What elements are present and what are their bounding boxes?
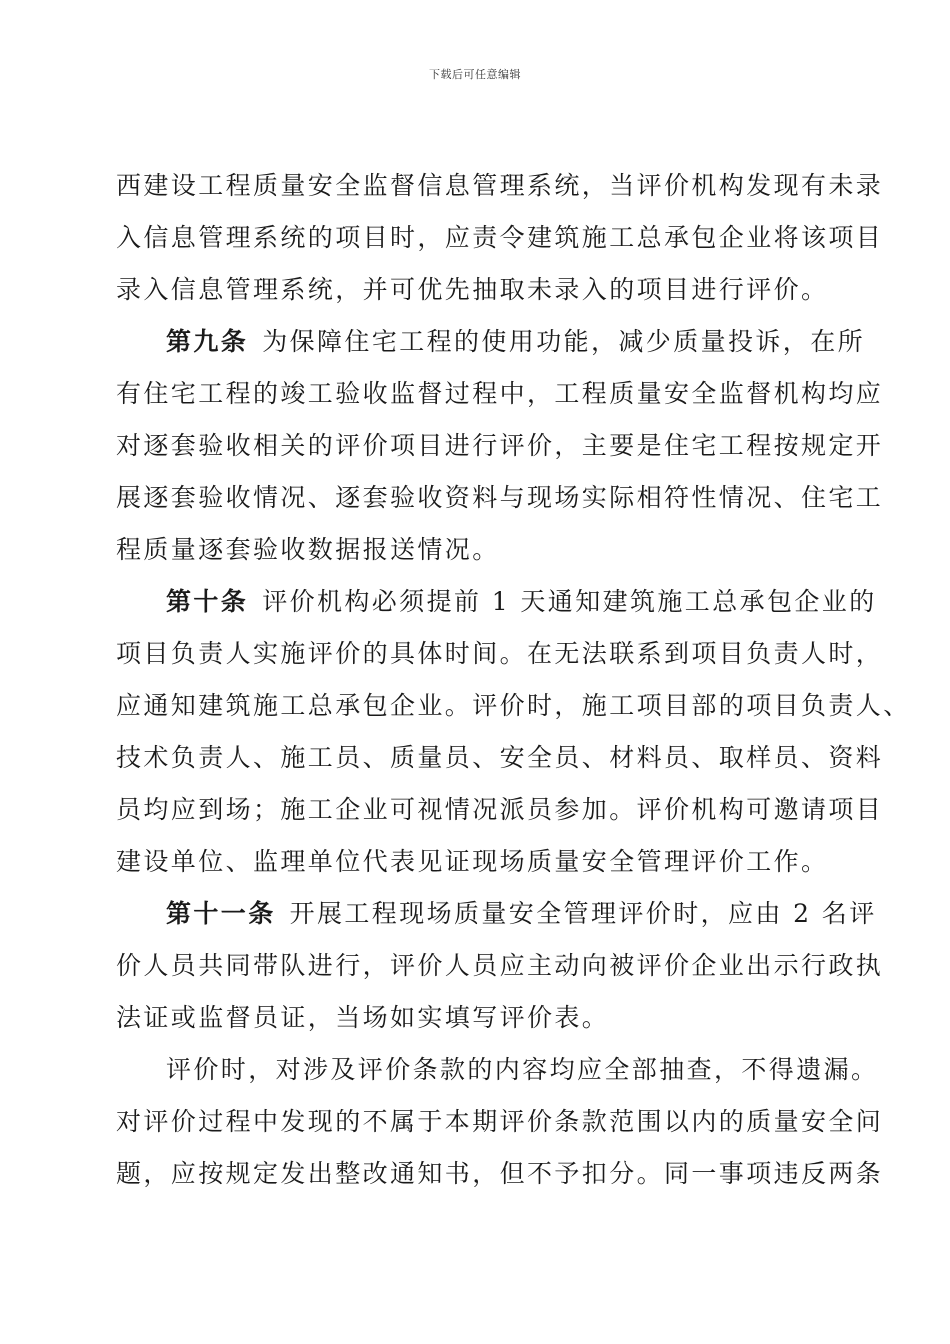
text-line: 入信息管理系统的项目时，应责令建筑施工总承包企业将该项目 [116,223,884,252]
text-line: 有住宅工程的竣工验收监督过程中，工程质量安全监督机构均应 [116,379,884,408]
text-line: 法证或监督员证，当场如实填写评价表。 [116,1003,610,1032]
text-line [116,582,877,634]
text-line: 技术负责人、施工员、质量员、安全员、材料员、取样员、资料 [116,743,884,772]
text-line-content: 为保障住宅工程的使用功能，减少质量投诉，在所 [262,327,866,356]
text-line: 西建设工程质量安全监督信息管理系统，当评价机构发现有未录 [116,171,884,200]
text-line [116,322,866,374]
text-line: 应通知建筑施工总承包企业。评价时，施工项目部的项目负责人、 [116,691,911,720]
text-line: 对逐套验收相关的评价项目进行评价，主要是住宅工程按规定开 [116,431,884,460]
text-line: 项目负责人实施评价的具体时间。在无法联系到项目负责人时， [116,639,884,668]
paragraph-article-9 [116,322,884,582]
article-number: 第九条 [166,327,249,356]
paragraph-evaluation [116,1050,884,1206]
text-line-content: 评价机构必须提前 1 天通知建筑施工总承包企业的 [262,587,877,616]
paragraph-article-11 [116,894,884,1050]
text-line [116,894,877,946]
text-line-content: 开展工程现场质量安全管理评价时，应由 2 名评 [289,899,877,928]
article-number: 第十条 [166,587,249,616]
paragraph-continuation [116,166,884,322]
text-line: 展逐套验收情况、逐套验收资料与现场实际相符性情况、住宅工 [116,483,884,512]
text-line: 程质量逐套验收数据报送情况。 [116,535,500,564]
paragraph-article-10 [116,582,911,894]
text-line: 评价时，对涉及评价条款的内容均应全部抽查，不得遗漏。 [166,1055,879,1084]
body-text [116,166,911,1206]
header-note: 下载后可任意编辑 [429,68,521,81]
text-line: 录入信息管理系统，并可优先抽取未录入的项目进行评价。 [116,275,829,304]
article-number: 第十一条 [166,899,276,928]
text-line: 建设单位、监理单位代表见证现场质量安全管理评价工作。 [116,847,829,876]
text-line: 对评价过程中发现的不属于本期评价条款范围以内的质量安全问 [116,1107,884,1136]
text-line: 题，应按规定发出整改通知书，但不予扣分。同一事项违反两条 [116,1159,884,1188]
text-line: 价人员共同带队进行，评价人员应主动向被评价企业出示行政执 [116,951,884,980]
text-line: 员均应到场；施工企业可视情况派员参加。评价机构可邀请项目 [116,795,884,824]
